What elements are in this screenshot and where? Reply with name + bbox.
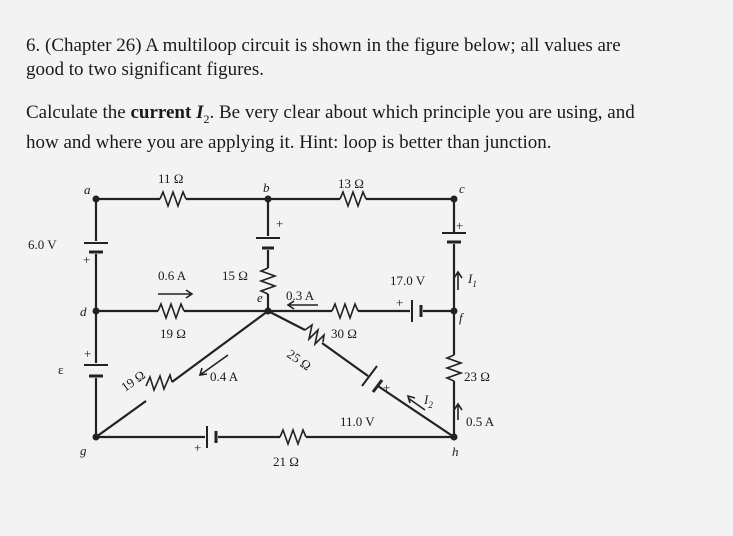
plus-b: + [276, 216, 284, 231]
resistor-label-gh: 21 Ω [273, 454, 299, 469]
current-label-diag: 0.4 A [210, 369, 239, 384]
current-label-i2: $I_2$ [424, 392, 433, 410]
node-dot-d [93, 308, 100, 315]
arrow-i1 [454, 272, 462, 290]
node-dot-a [93, 196, 100, 203]
current-label-e-left: 0.3 A [286, 288, 315, 303]
current-label-de: 0.6 A [158, 268, 187, 283]
source-label-6v: 6.0 V [28, 237, 57, 252]
node-label-a: a [84, 182, 91, 197]
node-label-d: d [80, 304, 87, 319]
question-current-symbol: I [196, 102, 204, 123]
node-dot-b [265, 196, 272, 203]
plus-bottom: + [194, 440, 202, 455]
question-prefix: Calculate the [26, 102, 131, 123]
question-line-2: how and where you are applying it. Hint: loop is better than junction. [26, 131, 552, 153]
arrow-i-de [158, 290, 192, 298]
plus-right: + [456, 218, 464, 233]
resistor-e-diag [305, 325, 324, 344]
node-label-g: g [80, 443, 87, 458]
plus-emf: + [84, 346, 92, 361]
node-dot-h [451, 434, 458, 441]
problem-line-2: good to two significant figures. [26, 59, 264, 80]
resistor-label-be: 15 Ω [222, 268, 248, 283]
current-label-fh: 0.5 A [466, 414, 495, 429]
battery-diag-long [362, 366, 377, 386]
source-label-11v: 11.0 V [340, 414, 375, 429]
resistor-label-g-diag: 19 Ω [118, 367, 148, 395]
resistor-g-diag [146, 375, 172, 390]
node-label-c: c [459, 181, 465, 196]
resistor-ab [160, 192, 186, 206]
resistor-label-ab: 11 Ω [158, 171, 184, 186]
plus-diag: + [383, 380, 391, 395]
resistor-ef [332, 304, 358, 318]
node-dot-g [93, 434, 100, 441]
resistor-de [158, 304, 184, 318]
resistor-label-fh: 23 Ω [464, 369, 490, 384]
resistor-label-de: 19 Ω [160, 326, 186, 341]
node-label-e: e [257, 290, 263, 305]
node-label-f: f [459, 310, 463, 325]
source-label-17v: 17.0 V [390, 273, 426, 288]
resistor-gh [280, 430, 306, 444]
node-label-h: h [452, 444, 459, 459]
wire-e-diag-right [268, 311, 305, 330]
resistor-be [261, 268, 275, 294]
resistor-label-bc: 13 Ω [338, 176, 364, 191]
source-label-emf: ε [58, 362, 64, 377]
resistor-fh [447, 355, 461, 381]
node-label-b: b [263, 180, 270, 195]
resistor-label-ef: 30 Ω [331, 326, 357, 341]
plus-6v: + [83, 252, 91, 267]
battery-diag-short [373, 380, 382, 392]
wire-diag-to-g [96, 401, 146, 437]
node-dot-e [265, 308, 272, 315]
node-dot-f [451, 308, 458, 315]
resistor-bc [340, 192, 366, 206]
current-label-i1: $I_1$ [468, 271, 477, 289]
problem-line-1: 6. (Chapter 26) A multiloop circuit is shown in the figure below; all values are [26, 35, 621, 56]
question-rest: . Be very clear about which principle you are using, and [209, 102, 635, 123]
plus-ef: + [396, 295, 404, 310]
arrow-i-fh [454, 404, 462, 420]
question-current-subscript: 2 [203, 111, 210, 126]
resistor-label-e-diag: 25 Ω [284, 346, 315, 374]
wire-diag-mid [322, 343, 368, 376]
node-dot-c [451, 196, 458, 203]
question-bold-current: current [130, 102, 197, 123]
